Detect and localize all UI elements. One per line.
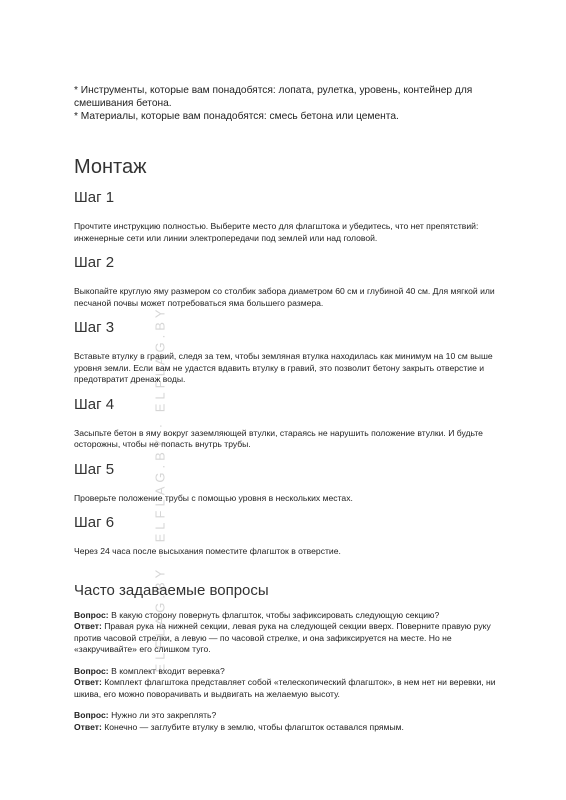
question-label: Вопрос: [74,710,109,720]
faq-question [74,610,514,622]
step-title: Шаг 6 [74,514,115,531]
intro-block [74,84,514,123]
faq-answer [74,621,514,656]
faq-question [74,710,514,722]
answer-label: Ответ: [74,677,102,687]
step-title: Шаг 2 [74,254,115,271]
question-text: В комплект входит веревка? [108,665,225,676]
faq-question [74,666,514,678]
faq-item [74,610,514,656]
step-text: Засыпьте бетон в яму вокруг заземляющей втулки, стараясь не нарушить положение втулки. И будьте осторожны, чтобы не попасть внутрь трубы. [74,427,483,449]
answer-label: Ответ: [74,721,102,732]
step-4 [74,396,514,451]
step-5 [74,461,514,505]
intro-materials: * Материалы, которые вам понадобятся: смесь бетона или цемента. [74,111,399,122]
question-text: Нужно ли это закреплять? [108,710,217,720]
step-title: Шаг 3 [74,319,115,336]
faq-answer [74,722,514,734]
faq-item [74,666,514,701]
step-text: Проверьте положение трубы с помощью уровня в нескольких местах. [74,492,353,503]
step-text: Выкопайте круглую яму размером со столбик забора диаметром 60 см и глубиной 40 см. Для мягкой или песчаной почвы может потребоваться яма большего размера. [74,286,495,308]
answer-label: Ответ: [74,621,102,631]
answer-text: Комплект флагштока представляет собой «телескопический флагшток», в нем нет ни веревки, ни шкива, его можно поворачивать и выдвигать на желаемую высоту. [74,677,496,699]
question-label: Вопрос: [74,609,109,620]
step-2 [74,254,514,309]
question-text: В какую сторону повернуть флагшток, чтобы зафиксировать следующую секцию? [108,609,440,620]
step-3 [74,319,514,386]
faq-answer [74,677,514,700]
intro-tools: * Инструменты, которые вам понадобятся: лопата, рулетка, уровень, контейнер для смешивания бетона. [74,85,473,109]
faq-item [74,710,514,733]
question-label: Вопрос: [74,665,109,676]
answer-text: Конечно — заглубите втулку в землю, чтобы флагшток оставался прямым. [101,721,404,732]
answer-text: Правая рука на нижней секции, левая рука на следующей секции вверх. Поверните правую руку против часовой стрелки, а левую — по часовой стрелке, и она зафиксируется на месте. Но не «закручивайте» его слишком туго. [74,621,491,654]
document-content [74,84,514,733]
step-6 [74,514,514,558]
step-1 [74,189,514,244]
step-title: Шаг 1 [74,189,115,206]
step-text: Прочтите инструкцию полностью. Выберите место для флагштока и убедитесь, что нет препятствий: инженерные сети или линии электропередачи под землей или над головой. [74,221,479,243]
step-title: Шаг 4 [74,395,115,413]
faq-title: Часто задаваемые вопросы [74,581,269,599]
step-text: Через 24 часа после высыхания поместите флагшток в отверстие. [74,546,341,556]
step-text: Вставьте втулку в гравий, следя за тем, чтобы земляная втулка находилась как минимум на 10 см выше уровня земли. Если вам не удастся вдавить втулку в гравий, это позволит бетону закрыть отверстие и предотвратит дренаж воды. [74,351,493,384]
step-title: Шаг 5 [74,460,115,478]
section-title: Монтаж [74,156,147,178]
watermark: ELFLAG.BY · ELFLAG.BY · ELFLAG.BY [152,305,168,673]
